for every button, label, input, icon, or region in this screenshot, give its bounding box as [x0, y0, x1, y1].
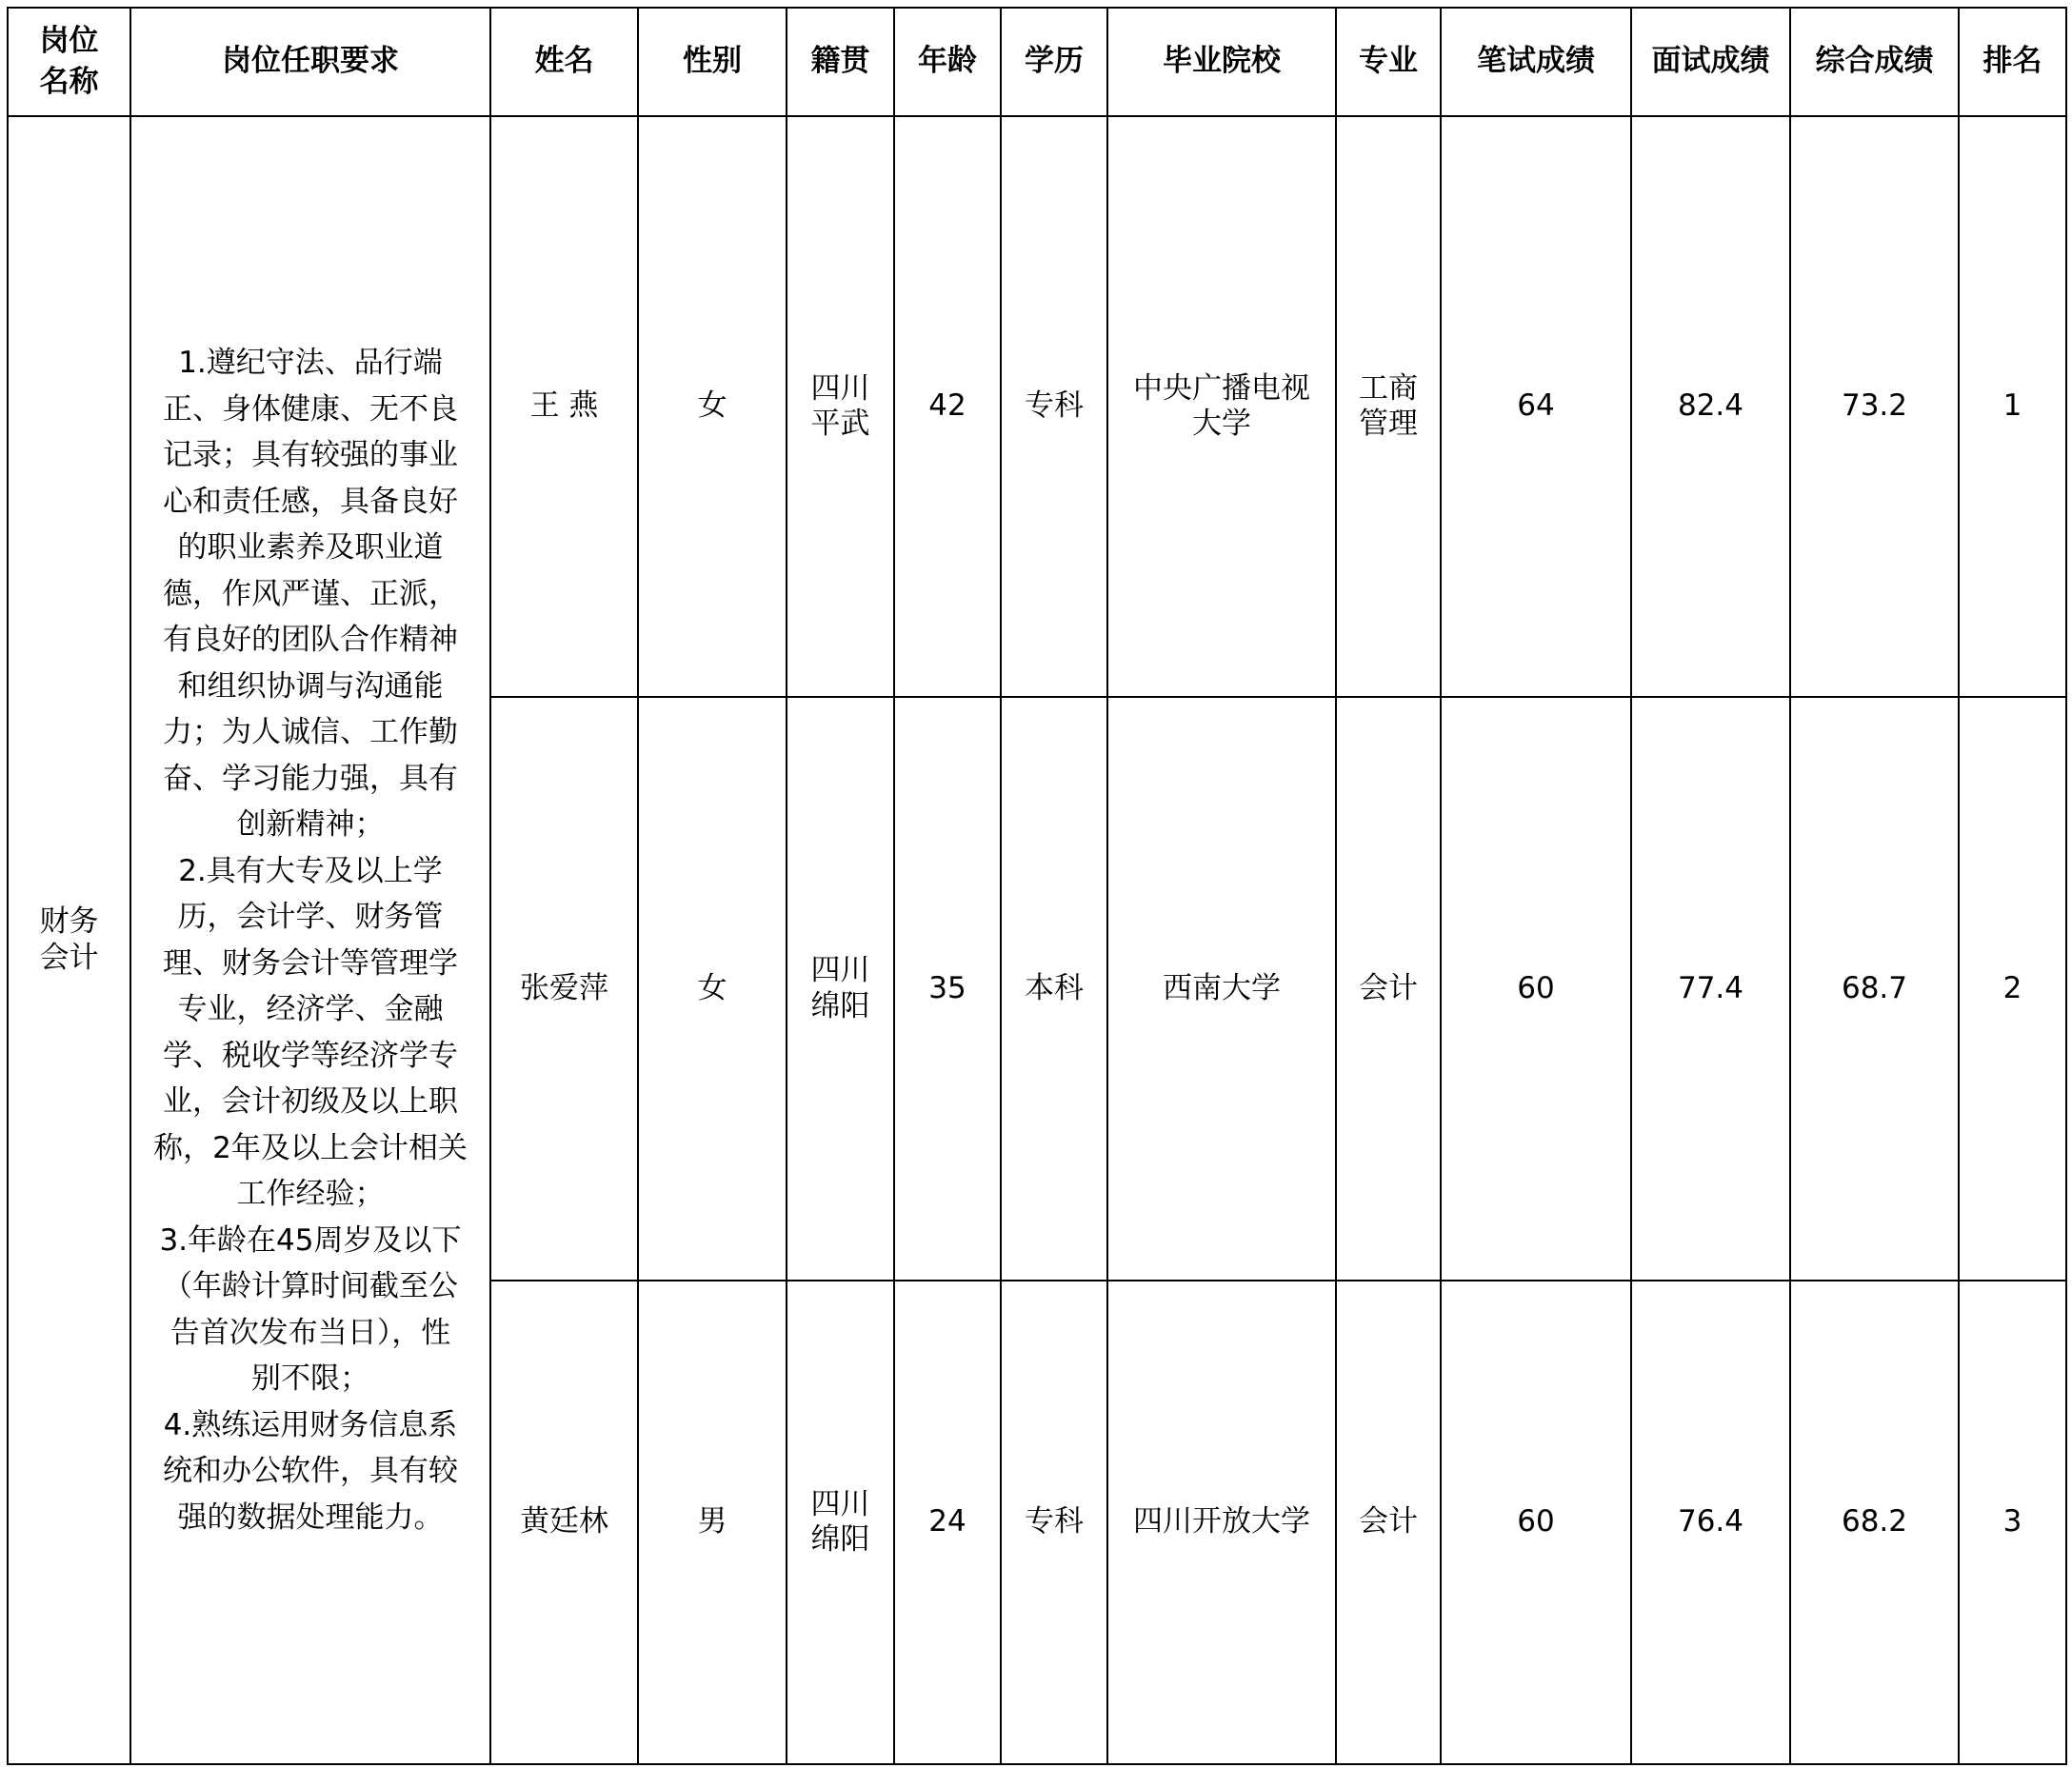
- requirement-line: 别不限；: [251, 1361, 369, 1396]
- interview-score-cell: 77.4: [1631, 697, 1790, 1281]
- interview-score-cell: 76.4: [1631, 1281, 1790, 1764]
- total-score-cell: 68.7: [1790, 697, 1959, 1281]
- gender-cell: 女: [638, 697, 787, 1281]
- age-cell: 42: [894, 116, 1001, 697]
- written-score-cell: 64: [1441, 116, 1631, 697]
- requirement-line: 强的数据处理能力。: [177, 1500, 444, 1535]
- requirement-line: 正、身体健康、无不良: [163, 391, 458, 427]
- name-cell: 王 燕: [490, 116, 638, 697]
- gender-cell: 男: [638, 1281, 787, 1764]
- header-requirements: 岗位任职要求: [130, 8, 490, 116]
- school-cell: 中央广播电视大学: [1107, 116, 1336, 697]
- origin-cell: 四川绵阳: [787, 697, 894, 1281]
- requirement-line: 专业，经济学、金融: [177, 992, 444, 1026]
- requirement-line: 创新精神；: [236, 807, 385, 842]
- interview-score-cell: 82.4: [1631, 116, 1790, 697]
- header-interview: 面试成绩: [1631, 8, 1790, 116]
- requirement-line: 的职业素养及职业道: [177, 530, 444, 565]
- header-age: 年龄: [894, 8, 1001, 116]
- age-cell: 24: [894, 1281, 1001, 1764]
- header-position: 岗位名称: [8, 8, 130, 116]
- requirement-line: 称，2年及以上会计相关: [153, 1130, 468, 1165]
- requirements-cell: [130, 116, 490, 1764]
- education-cell: 本科: [1001, 697, 1107, 1281]
- total-score-cell: 73.2: [1790, 116, 1959, 697]
- requirement-line: 奋、学习能力强，具有: [163, 761, 458, 796]
- gender-cell: 女: [638, 116, 787, 697]
- major-cell: 会计: [1336, 697, 1441, 1281]
- requirement-line: 告首次发布当日），性: [169, 1315, 451, 1350]
- major-cell: 工商管理: [1336, 116, 1441, 697]
- education-cell: 专科: [1001, 1281, 1107, 1764]
- rank-cell: 1: [1959, 116, 2066, 697]
- total-score-cell: 68.2: [1790, 1281, 1959, 1764]
- requirement-line: （年龄计算时间截至公: [163, 1269, 458, 1303]
- rank-cell: 3: [1959, 1281, 2066, 1764]
- table-header-row: [8, 8, 2066, 116]
- school-cell: 四川开放大学: [1107, 1281, 1336, 1764]
- requirement-line: 1.遵纪守法、品行端: [178, 346, 443, 380]
- requirement-line: 理、财务会计等管理学: [163, 945, 458, 981]
- header-education: 学历: [1001, 8, 1107, 116]
- requirement-line: 业，会计初级及以上职: [163, 1084, 458, 1119]
- rank-cell: 2: [1959, 697, 2066, 1281]
- name-cell: 黄廷林: [490, 1281, 638, 1764]
- requirement-line: 和组织协调与沟通能: [177, 668, 444, 704]
- age-cell: 35: [894, 697, 1001, 1281]
- requirement-line: 3.年龄在45周岁及以下: [159, 1222, 462, 1258]
- header-total: 综合成绩: [1790, 8, 1959, 116]
- header-school: 毕业院校: [1107, 8, 1336, 116]
- education-cell: 专科: [1001, 116, 1107, 697]
- header-name: 姓名: [490, 8, 638, 116]
- header-rank: 排名: [1959, 8, 2066, 116]
- header-major: 专业: [1336, 8, 1441, 116]
- requirement-line: 工作经验；: [236, 1177, 385, 1211]
- header-origin: 籍贯: [787, 8, 894, 116]
- requirement-line: 统和办公软件，具有较: [163, 1454, 458, 1488]
- origin-cell: 四川绵阳: [787, 1281, 894, 1764]
- requirement-line: 2.具有大专及以上学: [178, 853, 443, 888]
- requirement-line: 4.熟练运用财务信息系: [163, 1407, 458, 1442]
- requirement-line: 有良好的团队合作精神: [163, 623, 458, 657]
- table-row: [8, 116, 2066, 697]
- origin-cell: 四川平武: [787, 116, 894, 697]
- position-cell: 财务会计: [8, 116, 130, 1764]
- major-cell: 会计: [1336, 1281, 1441, 1764]
- requirement-line: 记录；具有较强的事业: [163, 438, 458, 472]
- written-score-cell: 60: [1441, 1281, 1631, 1764]
- requirement-line: 学、税收学等经济学专: [163, 1038, 458, 1073]
- results-table: [7, 7, 2067, 1765]
- header-written: 笔试成绩: [1441, 8, 1631, 116]
- requirement-line: 历，会计学、财务管: [177, 900, 444, 934]
- requirement-line: 力；为人诚信、工作勤: [163, 715, 458, 749]
- name-cell: 张爱萍: [490, 697, 638, 1281]
- requirement-line: 心和责任感，具备良好: [163, 484, 458, 519]
- requirement-line: 德，作风严谨、正派，: [163, 576, 458, 611]
- written-score-cell: 60: [1441, 697, 1631, 1281]
- school-cell: 西南大学: [1107, 697, 1336, 1281]
- header-gender: 性别: [638, 8, 787, 116]
